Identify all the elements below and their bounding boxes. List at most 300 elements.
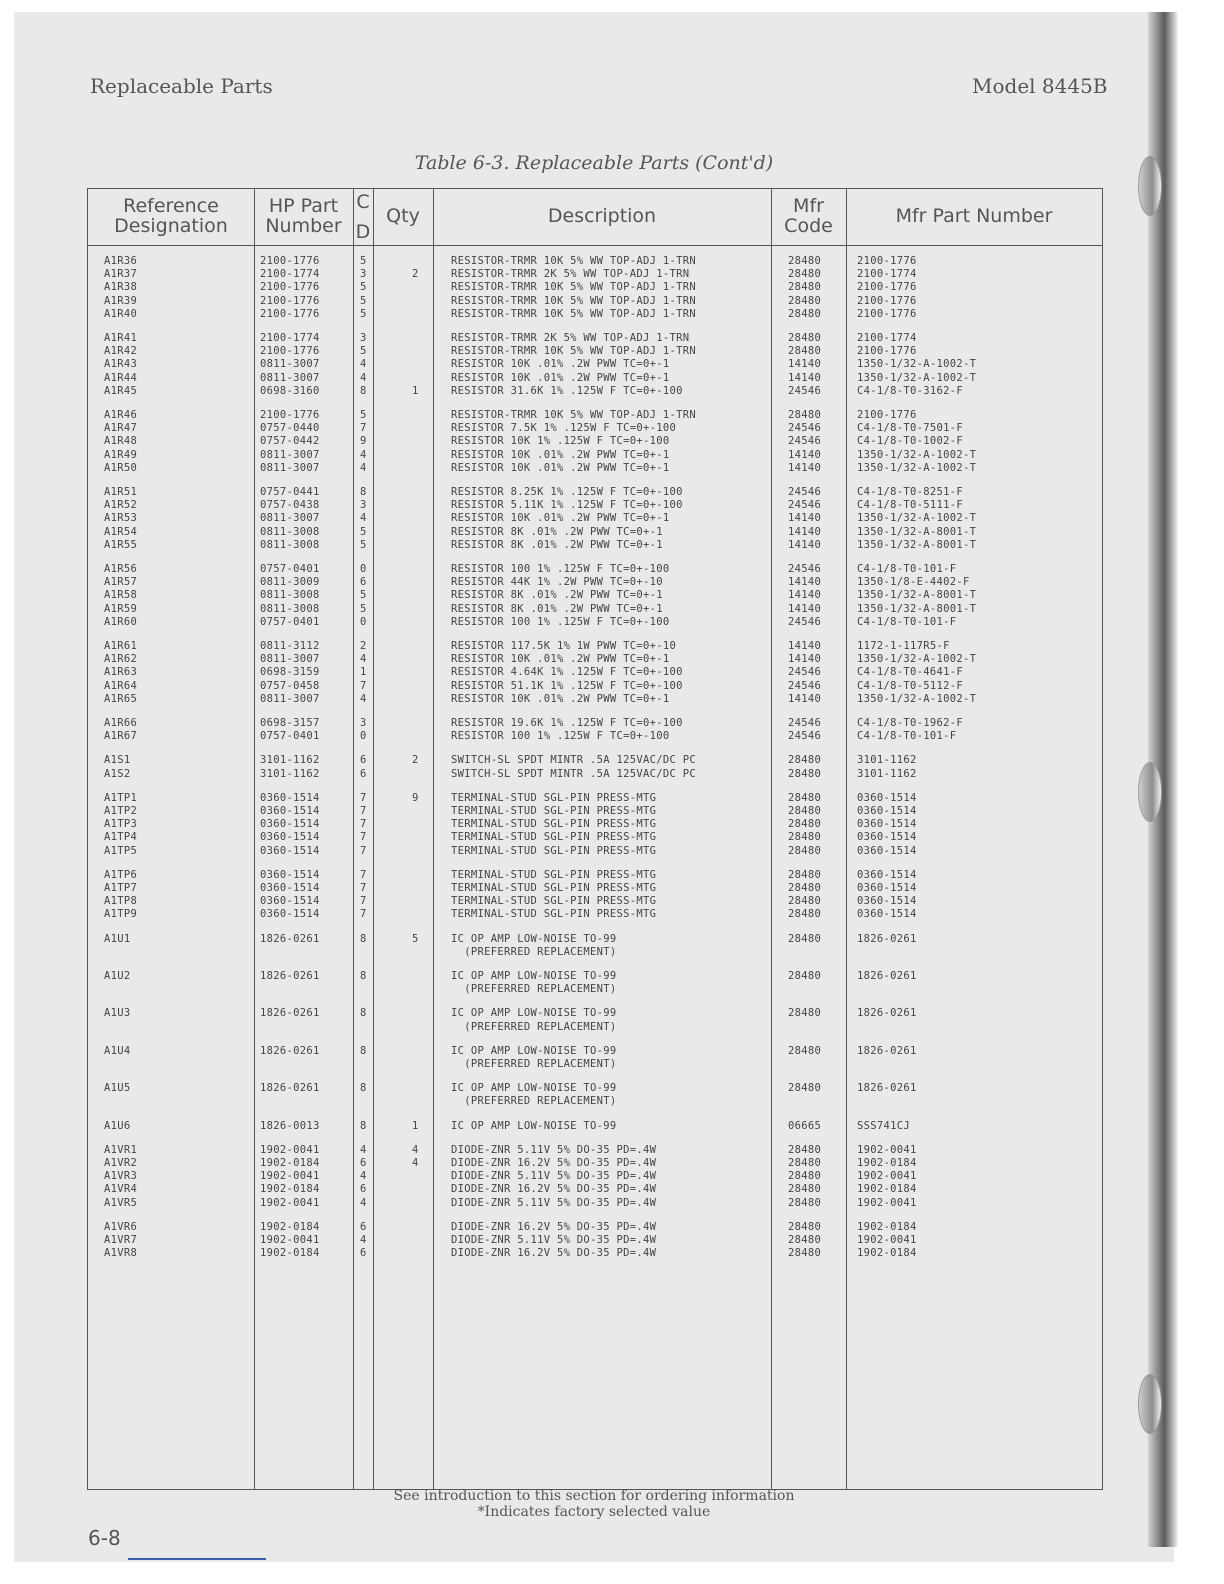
mfr-part-number: 1350-1/8-E-4402-F (857, 576, 970, 589)
mfr-part-number: 0360-1514 (857, 882, 917, 894)
description: RESISTOR 100 1% .125W F TC=0+-100 (451, 730, 670, 743)
mfr-code: 28480 (788, 1143, 822, 1156)
table-title: Table 6-3. Replaceable Parts (Cont'd) (414, 152, 774, 174)
hp-part-number: 1826-0013 (260, 1119, 320, 1132)
ref-designation: A1VR2 (104, 1157, 138, 1169)
mfr-part-number: C4-1/8-T0-1962-F (857, 717, 963, 729)
mfr-code: 14140 (788, 640, 822, 652)
cd-digit: 5 (360, 409, 367, 421)
description: RESISTOR 31.6K 1% .125W F TC=0+-100 (451, 384, 683, 397)
table-row (88, 563, 1102, 576)
mfr-part-number: C4-1/8-T0-101-F (857, 730, 957, 743)
description: IC OP AMP LOW-NOISE TO-99 (451, 1082, 617, 1095)
description: SWITCH-SL SPDT MINTR .5A 125VAC/DC PC (451, 754, 696, 767)
hp-part-number: 0811-3007 (260, 512, 320, 525)
ref-designation: A1R62 (104, 653, 138, 666)
mfr-code: 28480 (788, 1170, 822, 1183)
hp-part-number: 1902-0184 (260, 1183, 320, 1196)
ref-designation: A1R42 (104, 345, 138, 358)
hp-part-number: 0811-3008 (260, 602, 320, 615)
mfr-part-number: 2100-1774 (857, 268, 917, 281)
ref-designation: A1R49 (104, 448, 138, 461)
mfr-code: 28480 (788, 1044, 822, 1057)
hp-part-number: 0757-0441 (260, 486, 320, 498)
table-row (88, 1082, 1102, 1095)
description: RESISTOR 44K 1% .2W PWW TC=0+-10 (451, 576, 663, 589)
mfr-code: 28480 (788, 294, 822, 307)
header-rule (88, 245, 1102, 246)
header-description: Description (547, 205, 657, 228)
description: RESISTOR 117.5K 1% 1W PWW TC=0+-10 (451, 640, 677, 652)
description: RESISTOR 51.1K 1% .125W F TC=0+-100 (451, 679, 683, 692)
mfr-code: 28480 (788, 332, 822, 344)
cd-digit: 6 (360, 1157, 367, 1169)
description: TERMINAL-STUD SGL-PIN PRESS-MTG (451, 791, 657, 804)
cd-digit: 8 (360, 1007, 367, 1020)
hp-part-number: 0360-1514 (260, 882, 320, 894)
table-row (88, 589, 1102, 602)
ref-designation: A1TP4 (104, 831, 138, 844)
mfr-part-number: 0360-1514 (857, 908, 917, 921)
ref-designation: A1R52 (104, 499, 138, 512)
mfr-code: 14140 (788, 589, 822, 602)
description: RESISTOR 10K .01% .2W PWW TC=0+-1 (451, 371, 670, 384)
mfr-part-number: 2100-1776 (857, 281, 917, 294)
mfr-code: 28480 (788, 831, 822, 844)
ref-designation: A1R54 (104, 525, 138, 538)
description: DIODE-ZNR 16.2V 5% DO-35 PD=.4W (451, 1247, 657, 1260)
cd-digit: 7 (360, 882, 367, 894)
ref-designation: A1R39 (104, 294, 138, 307)
table-row (88, 268, 1102, 281)
ref-designation: A1VR8 (104, 1247, 138, 1260)
hp-part-number: 0360-1514 (260, 908, 320, 921)
cd-digit: 6 (360, 576, 367, 589)
cd-digit: 0 (360, 615, 367, 628)
table-row (88, 422, 1102, 435)
hp-part-number: 0757-0401 (260, 563, 320, 575)
table-row (88, 1058, 1102, 1071)
table-row (88, 499, 1102, 512)
mfr-code: 28480 (788, 281, 822, 294)
mfr-part-number: 0360-1514 (857, 805, 917, 817)
description: (PREFERRED REPLACEMENT) (451, 1095, 617, 1108)
table-row (88, 717, 1102, 730)
description: RESISTOR-TRMR 10K 5% WW TOP-ADJ 1-TRN (451, 307, 696, 320)
mfr-part-number: 1902-0041 (857, 1143, 917, 1156)
cd-digit: 7 (360, 422, 367, 435)
cd-digit: 4 (360, 512, 367, 525)
cd-digit: 4 (360, 692, 367, 705)
cd-digit: 8 (360, 1119, 367, 1132)
cd-digit: 5 (360, 345, 367, 358)
mfr-code: 28480 (788, 970, 822, 982)
description: RESISTOR-TRMR 10K 5% WW TOP-ADJ 1-TRN (451, 281, 696, 294)
mfr-part-number: 0360-1514 (857, 818, 917, 831)
table-row (88, 526, 1102, 539)
table-row (88, 640, 1102, 653)
table-row (88, 462, 1102, 475)
hp-part-number: 0757-0401 (260, 615, 320, 628)
hp-part-number: 0698-3159 (260, 666, 320, 679)
hp-part-number: 1826-0261 (260, 932, 320, 945)
ref-designation: A1R50 (104, 461, 138, 474)
mfr-part-number: 1350-1/32-A-8001-T (857, 525, 977, 538)
table-row (88, 512, 1102, 525)
header-mfr-part-number: Mfr Part Number (895, 205, 1053, 228)
mfr-part-number: 3101-1162 (857, 754, 917, 767)
mfr-part-number: 1902-0041 (857, 1196, 917, 1209)
mfr-part-number: 1350-1/32-A-1002-T (857, 692, 977, 705)
mfr-part-number: 3101-1162 (857, 767, 917, 780)
mfr-part-number: SSS741CJ (857, 1119, 910, 1132)
mfr-code: 24546 (788, 730, 822, 743)
document-page (14, 12, 1174, 1562)
hp-part-number: 0360-1514 (260, 818, 320, 831)
table-row (88, 576, 1102, 589)
mfr-part-number: 1826-0261 (857, 1007, 917, 1020)
ref-designation: A1R63 (104, 666, 138, 679)
ref-designation: A1TP7 (104, 882, 138, 894)
hp-part-number: 1902-0041 (260, 1196, 320, 1209)
description: RESISTOR-TRMR 10K 5% WW TOP-ADJ 1-TRN (451, 255, 696, 267)
description: (PREFERRED REPLACEMENT) (451, 945, 617, 958)
table-row (88, 970, 1102, 983)
table-row (88, 295, 1102, 308)
mfr-code: 14140 (788, 692, 822, 705)
table-row (88, 818, 1102, 831)
cd-digit: 5 (360, 255, 367, 267)
hp-part-number: 1826-0261 (260, 1082, 320, 1095)
cd-digit: 4 (360, 358, 367, 371)
hp-part-number: 0811-3007 (260, 358, 320, 371)
hp-part-number: 2100-1776 (260, 409, 320, 421)
ref-designation: A1U5 (104, 1082, 131, 1095)
cd-digit: 5 (360, 307, 367, 320)
table-row (88, 1221, 1102, 1234)
mfr-part-number: 0360-1514 (857, 868, 917, 881)
mfr-part-number: 1902-0184 (857, 1220, 917, 1233)
hp-part-number: 0360-1514 (260, 831, 320, 844)
ref-designation: A1R58 (104, 589, 138, 602)
mfr-part-number: 2100-1776 (857, 294, 917, 307)
cd-digit: 7 (360, 908, 367, 921)
table-row (88, 653, 1102, 666)
description: TERMINAL-STUD SGL-PIN PRESS-MTG (451, 805, 657, 817)
description: RESISTOR-TRMR 2K 5% WW TOP-ADJ 1-TRN (451, 268, 690, 281)
cd-digit: 4 (360, 1234, 367, 1246)
table-row (88, 345, 1102, 358)
hp-part-number: 0811-3008 (260, 525, 320, 538)
qty: 2 (412, 268, 419, 281)
ref-designation: A1R40 (104, 307, 138, 320)
description: RESISTOR 10K .01% .2W PWW TC=0+-1 (451, 653, 670, 666)
cd-digit: 8 (360, 384, 367, 397)
cd-digit: 5 (360, 525, 367, 538)
hp-part-number: 0757-0438 (260, 499, 320, 512)
table-row (88, 358, 1102, 371)
ref-designation: A1R38 (104, 281, 138, 294)
ref-designation: A1U4 (104, 1044, 131, 1057)
ref-designation: A1R41 (104, 332, 138, 344)
description: (PREFERRED REPLACEMENT) (451, 1058, 617, 1070)
table-row (88, 449, 1102, 462)
mfr-code: 14140 (788, 525, 822, 538)
table-row (88, 693, 1102, 706)
mfr-code: 28480 (788, 1082, 822, 1095)
qty: 2 (412, 754, 419, 767)
mfr-code: 24546 (788, 717, 822, 729)
ref-designation: A1R43 (104, 358, 138, 371)
hp-part-number: 2100-1774 (260, 332, 320, 344)
mfr-part-number: 0360-1514 (857, 831, 917, 844)
hp-part-number: 0811-3007 (260, 461, 320, 474)
cd-digit: 7 (360, 895, 367, 908)
mfr-part-number: 1350-1/32-A-8001-T (857, 589, 977, 602)
hp-part-number: 0698-3157 (260, 717, 320, 729)
mfr-code: 14140 (788, 512, 822, 525)
mfr-part-number: 1172-1-117R5-F (857, 640, 950, 652)
cd-digit: 7 (360, 831, 367, 844)
ref-designation: A1R44 (104, 371, 138, 384)
mfr-code: 24546 (788, 435, 822, 448)
hp-part-number: 0811-3007 (260, 692, 320, 705)
description: TERMINAL-STUD SGL-PIN PRESS-MTG (451, 844, 657, 857)
mfr-part-number: 2100-1776 (857, 345, 917, 358)
ref-designation: A1R45 (104, 384, 138, 397)
ref-designation: A1R46 (104, 409, 138, 421)
ref-designation: A1VR4 (104, 1183, 138, 1196)
mfr-part-number: 1902-0184 (857, 1183, 917, 1196)
section-header: Replaceable Parts (90, 74, 273, 98)
mfr-code: 28480 (788, 1220, 822, 1233)
ordering-note: See introduction to this section for ordering information (393, 1488, 795, 1504)
mfr-code: 24546 (788, 499, 822, 512)
description: RESISTOR 10K 1% .125W F TC=0+-100 (451, 435, 670, 448)
mfr-part-number: 2100-1776 (857, 409, 917, 421)
ref-designation: A1R65 (104, 692, 138, 705)
ref-designation: A1TP8 (104, 895, 138, 908)
table-row (88, 603, 1102, 616)
hp-part-number: 1902-0184 (260, 1247, 320, 1260)
mfr-code: 14140 (788, 538, 822, 551)
mfr-part-number: 2100-1774 (857, 332, 917, 344)
hp-part-number: 0757-0458 (260, 679, 320, 692)
description: RESISTOR 10K .01% .2W PWW TC=0+-1 (451, 461, 670, 474)
table-row (88, 730, 1102, 743)
hp-part-number: 0811-3007 (260, 448, 320, 461)
description: DIODE-ZNR 5.11V 5% DO-35 PD=.4W (451, 1196, 657, 1209)
mfr-part-number: 1902-0184 (857, 1247, 917, 1260)
table-row (88, 1007, 1102, 1020)
table-row (88, 1095, 1102, 1108)
hp-part-number: 1826-0261 (260, 1044, 320, 1057)
ref-designation: A1TP3 (104, 818, 138, 831)
mfr-part-number: 1350-1/32-A-1002-T (857, 448, 977, 461)
description: RESISTOR-TRMR 10K 5% WW TOP-ADJ 1-TRN (451, 345, 696, 358)
table-row (88, 869, 1102, 882)
hp-part-number: 0811-3112 (260, 640, 320, 652)
binder-ring (1138, 1374, 1162, 1434)
mfr-part-number: 1902-0184 (857, 1157, 917, 1169)
cd-digit: 3 (360, 717, 367, 729)
ref-designation: A1TP6 (104, 868, 138, 881)
table-row (88, 1197, 1102, 1210)
hp-part-number: 0360-1514 (260, 895, 320, 908)
table-row (88, 1183, 1102, 1196)
table-row (88, 792, 1102, 805)
mfr-code: 28480 (788, 844, 822, 857)
table-row (88, 308, 1102, 321)
description: IC OP AMP LOW-NOISE TO-99 (451, 1007, 617, 1020)
description: TERMINAL-STUD SGL-PIN PRESS-MTG (451, 868, 657, 881)
ref-designation: A1R67 (104, 730, 138, 743)
ref-designation: A1R60 (104, 615, 138, 628)
table-row (88, 372, 1102, 385)
hp-part-number: 0360-1514 (260, 791, 320, 804)
cd-digit: 1 (360, 666, 367, 679)
hp-part-number: 2100-1776 (260, 307, 320, 320)
cd-digit: 8 (360, 932, 367, 945)
mfr-code: 28480 (788, 409, 822, 421)
mfr-part-number: 1826-0261 (857, 1044, 917, 1057)
cd-digit: 6 (360, 1247, 367, 1260)
mfr-part-number: 1826-0261 (857, 970, 917, 982)
mfr-code: 28480 (788, 818, 822, 831)
parts-table (87, 188, 1103, 1490)
description: RESISTOR 8K .01% .2W PWW TC=0+-1 (451, 589, 663, 602)
mfr-code: 24546 (788, 563, 822, 575)
mfr-code: 14140 (788, 371, 822, 384)
table-row (88, 1021, 1102, 1034)
hp-part-number: 0811-3007 (260, 653, 320, 666)
cd-digit: 6 (360, 767, 367, 780)
mfr-part-number: C4-1/8-T0-4641-F (857, 666, 963, 679)
mfr-code: 24546 (788, 615, 822, 628)
ref-designation: A1TP9 (104, 908, 138, 921)
mfr-code: 24546 (788, 486, 822, 498)
mfr-part-number: 1902-0041 (857, 1170, 917, 1183)
table-row (88, 409, 1102, 422)
cd-digit: 8 (360, 1082, 367, 1095)
table-row (88, 1157, 1102, 1170)
description: DIODE-ZNR 16.2V 5% DO-35 PD=.4W (451, 1157, 657, 1169)
table-row (88, 895, 1102, 908)
mfr-code: 28480 (788, 1234, 822, 1246)
table-row (88, 281, 1102, 294)
hp-part-number: 2100-1776 (260, 255, 320, 267)
description: TERMINAL-STUD SGL-PIN PRESS-MTG (451, 895, 657, 908)
ref-designation: A1U3 (104, 1007, 131, 1020)
mfr-code: 28480 (788, 754, 822, 767)
hp-part-number: 0360-1514 (260, 844, 320, 857)
ref-designation: A1R47 (104, 422, 138, 435)
ref-designation: A1VR5 (104, 1196, 138, 1209)
description: RESISTOR 10K .01% .2W PWW TC=0+-1 (451, 512, 670, 525)
description: SWITCH-SL SPDT MINTR .5A 125VAC/DC PC (451, 767, 696, 780)
hp-part-number: 0757-0442 (260, 435, 320, 448)
cd-digit: 7 (360, 844, 367, 857)
description: RESISTOR 100 1% .125W F TC=0+-100 (451, 563, 670, 575)
table-row (88, 385, 1102, 398)
cd-digit: 8 (360, 1044, 367, 1057)
mfr-part-number: C4-1/8-T0-101-F (857, 563, 957, 575)
mfr-part-number: 1350-1/32-A-1002-T (857, 512, 977, 525)
ref-designation: A1VR7 (104, 1234, 138, 1246)
description: RESISTOR 4.64K 1% .125W F TC=0+-100 (451, 666, 683, 679)
cd-digit: 4 (360, 1170, 367, 1183)
mfr-part-number: 1826-0261 (857, 1082, 917, 1095)
ref-designation: A1R64 (104, 679, 138, 692)
model-header: Model 8445B (972, 74, 1108, 98)
factory-selected-note: *Indicates factory selected value (477, 1504, 711, 1520)
cd-digit: 5 (360, 589, 367, 602)
header-cd: C D (355, 190, 371, 243)
mfr-part-number: 1826-0261 (857, 932, 917, 945)
cd-digit: 6 (360, 1183, 367, 1196)
cd-digit: 5 (360, 538, 367, 551)
cd-digit: 6 (360, 1220, 367, 1233)
cd-digit: 4 (360, 461, 367, 474)
hp-part-number: 0811-3008 (260, 538, 320, 551)
cd-digit: 4 (360, 653, 367, 666)
mfr-code: 28480 (788, 1196, 822, 1209)
footer-notes (14, 1488, 1174, 1520)
mfr-code: 14140 (788, 653, 822, 666)
mfr-part-number: 1350-1/32-A-8001-T (857, 602, 977, 615)
mfr-part-number: 1350-1/32-A-1002-T (857, 371, 977, 384)
table-row (88, 1045, 1102, 1058)
mfr-code: 06665 (788, 1119, 822, 1132)
hp-part-number: 1902-0184 (260, 1157, 320, 1169)
mfr-part-number: 0360-1514 (857, 791, 917, 804)
mfr-code: 28480 (788, 1157, 822, 1169)
table-row (88, 933, 1102, 946)
header-reference-designation: Reference Designation (114, 195, 228, 237)
ref-designation: A1VR6 (104, 1220, 138, 1233)
table-row (88, 754, 1102, 767)
mfr-code: 28480 (788, 1183, 822, 1196)
mfr-code: 14140 (788, 358, 822, 371)
mfr-code: 24546 (788, 384, 822, 397)
hp-part-number: 0757-0401 (260, 730, 320, 743)
mfr-code: 14140 (788, 576, 822, 589)
binder-ring (1138, 762, 1162, 822)
description: RESISTOR 19.6K 1% .125W F TC=0+-100 (451, 717, 683, 729)
description: RESISTOR 8K .01% .2W PWW TC=0+-1 (451, 602, 663, 615)
description: IC OP AMP LOW-NOISE TO-99 (451, 1044, 617, 1057)
table-row (88, 680, 1102, 693)
ref-designation: A1U1 (104, 932, 131, 945)
description: RESISTOR 5.11K 1% .125W F TC=0+-100 (451, 499, 683, 512)
hp-part-number: 3101-1162 (260, 754, 320, 767)
hp-part-number: 0360-1514 (260, 868, 320, 881)
cd-digit: 7 (360, 679, 367, 692)
description: RESISTOR 8K .01% .2W PWW TC=0+-1 (451, 525, 663, 538)
mfr-part-number: 1902-0041 (857, 1234, 917, 1246)
description: RESISTOR 100 1% .125W F TC=0+-100 (451, 615, 670, 628)
description: RESISTOR 8.25K 1% .125W F TC=0+-100 (451, 486, 683, 498)
ref-designation: A1R53 (104, 512, 138, 525)
table-row (88, 616, 1102, 629)
mfr-code: 28480 (788, 882, 822, 894)
hp-part-number: 3101-1162 (260, 767, 320, 780)
cd-digit: 5 (360, 294, 367, 307)
cd-digit: 4 (360, 371, 367, 384)
mfr-part-number: 1350-1/32-A-1002-T (857, 358, 977, 371)
cd-digit: 9 (360, 435, 367, 448)
description: RESISTOR 10K .01% .2W PWW TC=0+-1 (451, 358, 670, 371)
